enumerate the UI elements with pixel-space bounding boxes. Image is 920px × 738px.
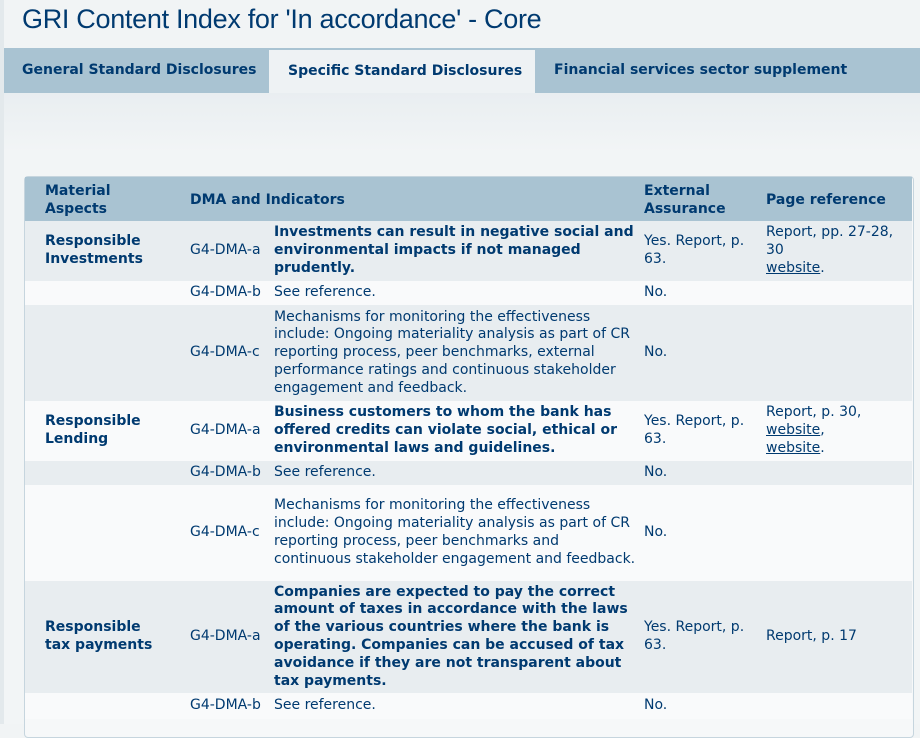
- tab-general-standard-disclosures[interactable]: General Standard Disclosures: [22, 62, 257, 78]
- table-row: [25, 581, 912, 693]
- indicator-code: G4-DMA-b: [190, 464, 261, 481]
- reference-text: Report, pp. 27-28, 30: [766, 224, 894, 259]
- tab-financial-services-sector-supplement[interactable]: Financial services sector supplement: [554, 62, 848, 78]
- assurance-cell: No.: [644, 524, 668, 541]
- disclosure-cell: See reference.: [274, 464, 376, 481]
- table-row: [25, 281, 912, 305]
- indicator-code: G4-DMA-a: [190, 628, 261, 645]
- page-reference-cell: Report, pp. 27-28, 30 website.: [766, 224, 894, 276]
- aspect-cell: Responsible Lending: [45, 413, 141, 447]
- assurance-cell: No.: [644, 464, 668, 481]
- page-reference-cell: Report, p. 17: [766, 628, 857, 645]
- header-page-reference: Page reference: [766, 192, 886, 209]
- assurance-cell: No.: [644, 284, 668, 301]
- indicator-code: G4-DMA-b: [190, 284, 261, 301]
- table-row: [25, 693, 912, 719]
- indicator-code: G4-DMA-c: [190, 524, 260, 541]
- header-external-assurance: External Assurance: [644, 183, 726, 217]
- disclosure-cell: Mechanisms for monitoring the effectiveness include: Ongoing materiality analysis as part of CR reporting process, peer benchmarks, external performance ratings and continuous stakeholder engagement and feedback.: [274, 308, 630, 396]
- page-reference-cell: Report, p. 30, website, website.: [766, 404, 862, 456]
- table-header-row: [25, 177, 912, 221]
- website-link[interactable]: website: [766, 439, 821, 456]
- assurance-cell: No.: [644, 344, 668, 361]
- assurance-cell: No.: [644, 697, 668, 714]
- indicator-code: G4-DMA-a: [190, 242, 261, 259]
- header-material-aspects: Material Aspects: [45, 183, 111, 217]
- disclosure-cell: See reference.: [274, 697, 376, 714]
- assurance-cell: Yes. Report, p. 63.: [644, 619, 745, 653]
- disclosure-cell: Investments can result in negative social and environmental impacts if not managed prudently.: [274, 224, 634, 276]
- aspect-cell: Responsible tax payments: [45, 619, 153, 653]
- disclosure-cell: See reference.: [274, 284, 376, 301]
- header-dma-indicators: DMA and Indicators: [190, 192, 345, 209]
- website-link[interactable]: website: [766, 259, 821, 276]
- table-row: [25, 305, 912, 401]
- assurance-cell: Yes. Report, p. 63.: [644, 413, 745, 447]
- disclosure-cell: Mechanisms for monitoring the effectiveness include: Ongoing materiality analysis as part of CR reporting process, peer benchmarks and continuous stakeholder engagement and feedback.: [274, 497, 636, 567]
- assurance-cell: Yes. Report, p. 63.: [644, 233, 745, 267]
- table-row: [25, 461, 912, 485]
- tab-bar: [4, 48, 920, 93]
- table-row: [25, 221, 912, 281]
- indicator-code: G4-DMA-c: [190, 344, 260, 361]
- disclosure-cell: Companies are expected to pay the correct amount of taxes in accordance with the laws of the various countries where the bank is operating. Companies can be accused of tax avoidance if they are not transparent about tax payments.: [274, 583, 628, 689]
- indicator-code: G4-DMA-a: [190, 422, 261, 439]
- reference-text: Report, p. 30,: [766, 404, 862, 421]
- gri-content-table: [25, 177, 912, 719]
- table-row: [25, 485, 912, 581]
- indicator-code: G4-DMA-b: [190, 697, 261, 714]
- aspect-cell: Responsible Investments: [45, 233, 143, 267]
- table-row: [25, 401, 912, 461]
- page-title: GRI Content Index for 'In accordance' - Core: [22, 4, 542, 34]
- disclosure-cell: Business customers to whom the bank has offered credits can violate social, ethical or environmental laws and guidelines.: [274, 404, 617, 456]
- tab-specific-standard-disclosures[interactable]: Specific Standard Disclosures: [269, 50, 535, 93]
- website-link[interactable]: website: [766, 422, 821, 439]
